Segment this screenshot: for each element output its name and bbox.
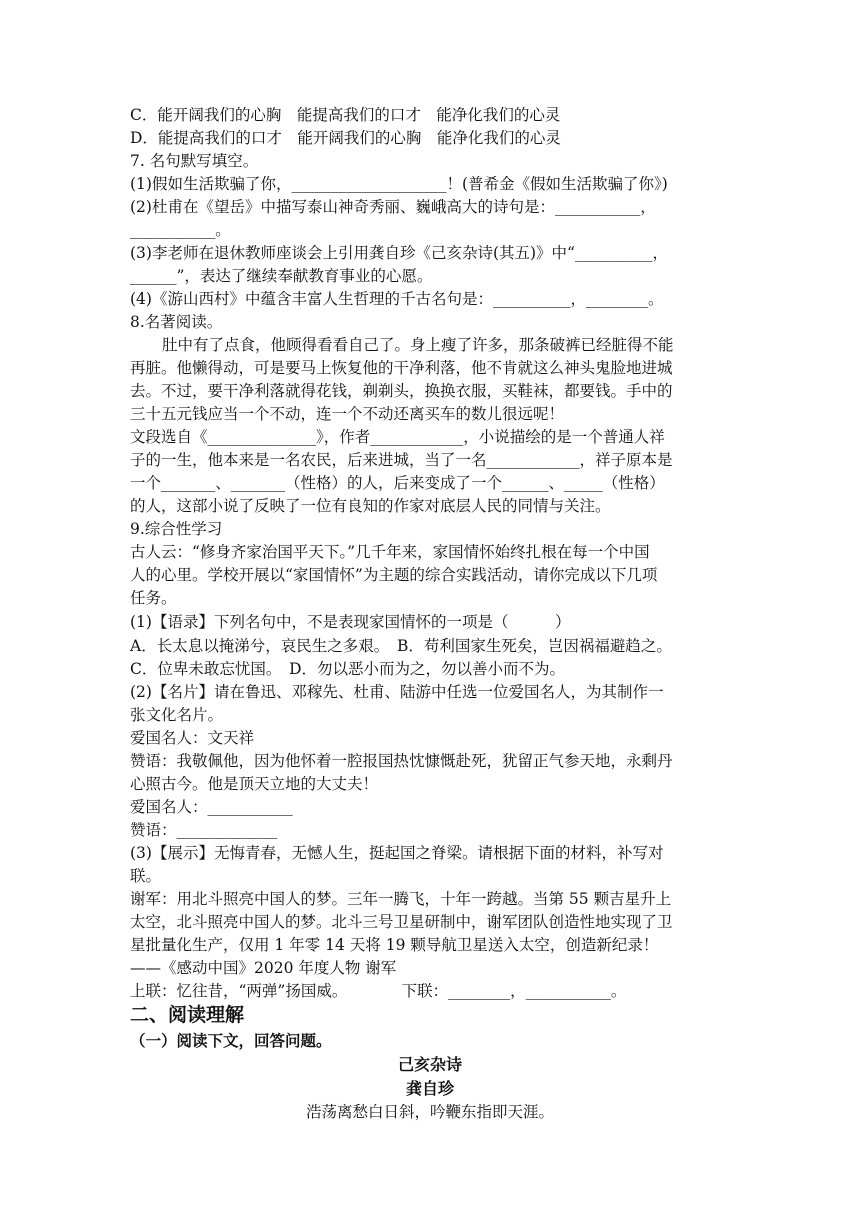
option-d: D．能提高我们的口才 能开阔我们的心胸 能净化我们的心灵: [130, 129, 561, 147]
q8-blanks: 一个_______、_______（性格）的人，后来变成了一个______、_____（性格）: [130, 474, 665, 492]
q7-item-1: (1)假如生活欺骗了你，____________________！(普希金《假如生活欺骗了你》): [130, 175, 668, 193]
passage-line: 三十五元钱应当一个不动，连一个不动还离买车的数儿很远呢！: [130, 405, 565, 423]
material-source: ——《感动中国》2020 年度人物 谢军: [130, 959, 397, 977]
example-praise: 赞语：我敬佩他，因为他怀着一腔报国热忱慷慨赴死，犹留正气参天地，永剩丹: [130, 752, 673, 770]
q9-part-2: (2)【名片】请在鲁迅、邓稼先、杜甫、陆游中任选一位爱国名人，为其制作一: [130, 683, 664, 701]
blank-name: 爱国名人：___________: [130, 798, 293, 816]
q9-part-1: (1)【语录】下列名句中，不是表现家国情怀的一项是（ ）: [130, 613, 571, 631]
question-9-title: 9.综合性学习: [130, 520, 223, 538]
q8-blanks: 子的一生，他本来是一名农民，后来进城，当了一名____________，祥子原本是: [130, 451, 673, 469]
couplet-line: 上联：忆往昔，“两弹”扬国威。 下联：________，___________。: [130, 982, 627, 1000]
poem-title: 己亥杂诗: [397, 1055, 462, 1074]
poem-author: 龚自珍: [405, 1079, 454, 1098]
material-line: 星批量化生产，仅用 1 年零 14 天将 19 颗导航卫星送入太空，创造新纪录！: [130, 936, 659, 954]
option-c: C．能开阔我们的心胸 能提高我们的口才 能净化我们的心灵: [130, 106, 561, 124]
q8-blanks: 文段选自《______________》，作者____________，小说描绘的是一个普通人祥: [130, 428, 665, 446]
q8-blanks: 的人，这部小说了反映了一位有良知的作家对底层人民的同情与关注。: [130, 497, 611, 515]
example-praise-cont: 心照古今。他是顶天立地的大丈夫！: [130, 775, 379, 793]
question-7-title: 7. 名句默写填空。: [130, 152, 259, 170]
q9-intro: 古人云：“修身齐家治国平天下。”几千年来，家国情怀始终扎根在每一个中国: [130, 543, 650, 561]
q9-intro: 人的心里。学校开展以“家国情怀”为主题的综合实践活动，请你完成以下几项: [130, 566, 658, 584]
q7-item-2: (2)杜甫在《望岳》中描写泰山神奇秀丽、巍峨高大的诗句是：___________，: [130, 198, 656, 216]
q9-options-cd: C．位卑未敢忘忧国。 D．勿以恶小而为之，勿以善小而不为。: [130, 660, 566, 678]
q7-item-3: (3)李老师在退休教师座谈会上引用龚自珍《己亥杂诗(其五)》中“__________，: [130, 244, 668, 262]
q7-item-4: (4)《游山西村》中蕴含丰富人生哲理的千古名句是：__________，________。: [130, 290, 664, 308]
blank-praise: 赞语：_____________: [130, 821, 278, 839]
section-heading: 二、阅读理解: [130, 1004, 245, 1026]
section-subheading: （一）阅读下文，回答问题。: [130, 1031, 332, 1050]
example-name: 爱国名人：文天祥: [130, 729, 255, 747]
q7-item-2-cont: ___________。: [130, 221, 231, 239]
material-line: 谢军：用北斗照亮中国人的梦。三年一腾飞，十年一跨越。当第 55 颗吉星升上: [130, 890, 672, 908]
poem-line: 浩荡离愁白日斜，吟鞭东指即天涯。: [305, 1103, 554, 1121]
passage-line: 去。不过，要干净利落就得花钱，剃剃头，换换衣服，买鞋袜，都要钱。手中的: [130, 382, 673, 400]
passage-line: 再脏。他懒得动，可是要马上恢复他的干净利落，他不肯就这么神头鬼脸地进城: [130, 359, 673, 377]
question-8-title: 8.名著阅读。: [130, 313, 223, 331]
q9-intro: 任务。: [130, 589, 177, 607]
material-line: 太空，北斗照亮中国人的梦。北斗三号卫星研制中，谢军团队创造性地实现了卫: [130, 913, 673, 931]
q9-part-3-cont: 联。: [130, 867, 162, 885]
q9-part-3: (3)【展示】无悔青春，无憾人生，挺起国之脊梁。请根据下面的材料，补写对: [130, 844, 664, 862]
q9-part-2-cont: 张文化名片。: [130, 706, 224, 724]
q7-item-3-cont: ______”，表达了继续奉献教育事业的心愿。: [130, 267, 433, 285]
q9-options-ab: A．长太息以掩涕兮，哀民生之多艰。 B．苟利国家生死矣，岂因祸福避趋之。: [130, 637, 672, 655]
passage-line: 肚中有了点食，他顾得看看自己了。身上瘦了许多，那条破裤已经脏得不能: [162, 336, 674, 354]
